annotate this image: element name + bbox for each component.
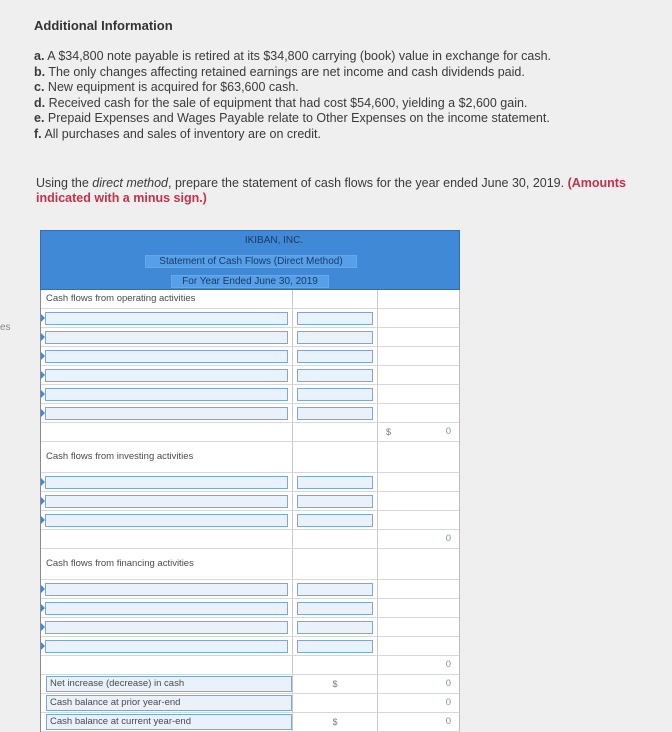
financing-section-label: Cash flows from financing activities <box>41 549 459 580</box>
dropdown-caret-icon[interactable] <box>41 390 45 398</box>
investing-section-label: Cash flows from investing activities <box>41 442 459 473</box>
info-item-d: d. Received cash for the sale of equipment that had cost $54,600, yielding a $2,600 gain. <box>34 95 528 110</box>
description-input[interactable] <box>41 580 293 598</box>
financing-total-row <box>41 656 459 675</box>
description-input[interactable] <box>41 473 293 491</box>
operating-input-row[interactable] <box>41 385 459 404</box>
amount-input[interactable] <box>293 599 378 617</box>
investing-total: 0 <box>445 533 451 544</box>
currency-symbol: $ <box>386 427 392 437</box>
info-item-a: a. A $34,800 note payable is retired at its $34,800 carrying (book) value in exchange for cash. <box>34 49 552 63</box>
amount-input[interactable] <box>293 473 378 491</box>
dropdown-caret-icon[interactable] <box>41 478 45 486</box>
amount-input[interactable] <box>293 366 378 384</box>
amount-input[interactable] <box>293 328 378 346</box>
description-input[interactable] <box>41 328 293 346</box>
financing-input-row[interactable] <box>41 618 459 637</box>
amount-input[interactable] <box>293 385 378 403</box>
dropdown-caret-icon[interactable] <box>41 314 45 322</box>
net-increase-label: Net increase (decrease) in cash <box>46 676 292 692</box>
info-item-f: f. All purchases and sales of inventory are on credit. <box>34 126 321 141</box>
dropdown-caret-icon[interactable] <box>41 516 45 524</box>
description-input[interactable] <box>41 404 293 422</box>
amount-input[interactable] <box>293 511 378 529</box>
cash-flow-statement <box>40 230 460 732</box>
amount-input[interactable] <box>293 618 378 636</box>
info-title: Additional Information <box>34 18 173 33</box>
description-input[interactable] <box>41 385 293 403</box>
amount-input[interactable] <box>293 580 378 598</box>
description-input[interactable] <box>41 366 293 384</box>
info-item-b: b. The only changes affecting retained earnings are net income and cash dividends paid. <box>34 64 525 79</box>
currency-symbol: $ <box>332 679 338 689</box>
investing-input-row[interactable] <box>41 492 459 511</box>
dropdown-caret-icon[interactable] <box>41 642 45 650</box>
description-input[interactable] <box>41 511 293 529</box>
operating-total: 0 <box>445 426 451 437</box>
dropdown-caret-icon[interactable] <box>41 497 45 505</box>
statement-title: Statement of Cash Flows (Direct Method) <box>145 255 357 268</box>
dropdown-caret-icon[interactable] <box>41 352 45 360</box>
description-input[interactable] <box>41 492 293 510</box>
description-input[interactable] <box>41 309 293 327</box>
current-balance-label: Cash balance at current year-end <box>46 714 292 730</box>
statement-header <box>40 230 460 290</box>
edge-text-fragment: es <box>0 322 11 333</box>
company-name: IKIBAN, INC. <box>244 235 304 246</box>
amount-input[interactable] <box>293 404 378 422</box>
investing-input-row[interactable] <box>41 511 459 530</box>
net-increase-row <box>41 675 459 694</box>
investing-total-row <box>41 530 459 549</box>
description-input[interactable] <box>41 637 293 655</box>
info-item-e: e. Prepaid Expenses and Wages Payable relate to Other Expenses on the income statement. <box>34 111 550 125</box>
operating-input-row[interactable] <box>41 309 459 328</box>
amount-input[interactable] <box>293 309 378 327</box>
instructions: Using the direct method, prepare the statement of cash flows for the year ended June 30, 2019. (Amounts indicated with a minus sign.) <box>36 176 626 205</box>
statement-rows <box>40 290 460 732</box>
financing-input-row[interactable] <box>41 599 459 618</box>
amount-input[interactable] <box>293 637 378 655</box>
description-input[interactable] <box>41 599 293 617</box>
financing-total: 0 <box>445 659 451 670</box>
dropdown-caret-icon[interactable] <box>41 623 45 631</box>
info-item-c: c. New equipment is acquired for $63,600 cash. <box>34 80 299 94</box>
description-input[interactable] <box>41 347 293 365</box>
operating-input-row[interactable] <box>41 366 459 385</box>
operating-input-row[interactable] <box>41 347 459 366</box>
description-input[interactable] <box>41 618 293 636</box>
current-balance-value: 0 <box>445 716 451 727</box>
operating-input-row[interactable] <box>41 328 459 347</box>
statement-period: For Year Ended June 30, 2019 <box>171 275 329 288</box>
dropdown-caret-icon[interactable] <box>41 604 45 612</box>
prior-balance-label: Cash balance at prior year-end <box>46 695 292 711</box>
financing-input-row[interactable] <box>41 580 459 599</box>
amount-input[interactable] <box>293 347 378 365</box>
info-list <box>34 49 664 142</box>
current-balance-row <box>41 713 459 732</box>
operating-total-row <box>41 423 459 442</box>
dropdown-caret-icon[interactable] <box>41 333 45 341</box>
dropdown-caret-icon[interactable] <box>41 371 45 379</box>
additional-information <box>34 18 664 142</box>
investing-input-row[interactable] <box>41 473 459 492</box>
dropdown-caret-icon[interactable] <box>41 409 45 417</box>
prior-balance-row <box>41 694 459 713</box>
currency-symbol: $ <box>332 717 338 727</box>
dropdown-caret-icon[interactable] <box>41 585 45 593</box>
amount-input[interactable] <box>293 492 378 510</box>
financing-input-row[interactable] <box>41 637 459 656</box>
net-increase-value: 0 <box>445 678 451 689</box>
operating-input-row[interactable] <box>41 404 459 423</box>
operating-section-label: Cash flows from operating activities <box>41 290 459 309</box>
prior-balance-value: 0 <box>445 697 451 708</box>
